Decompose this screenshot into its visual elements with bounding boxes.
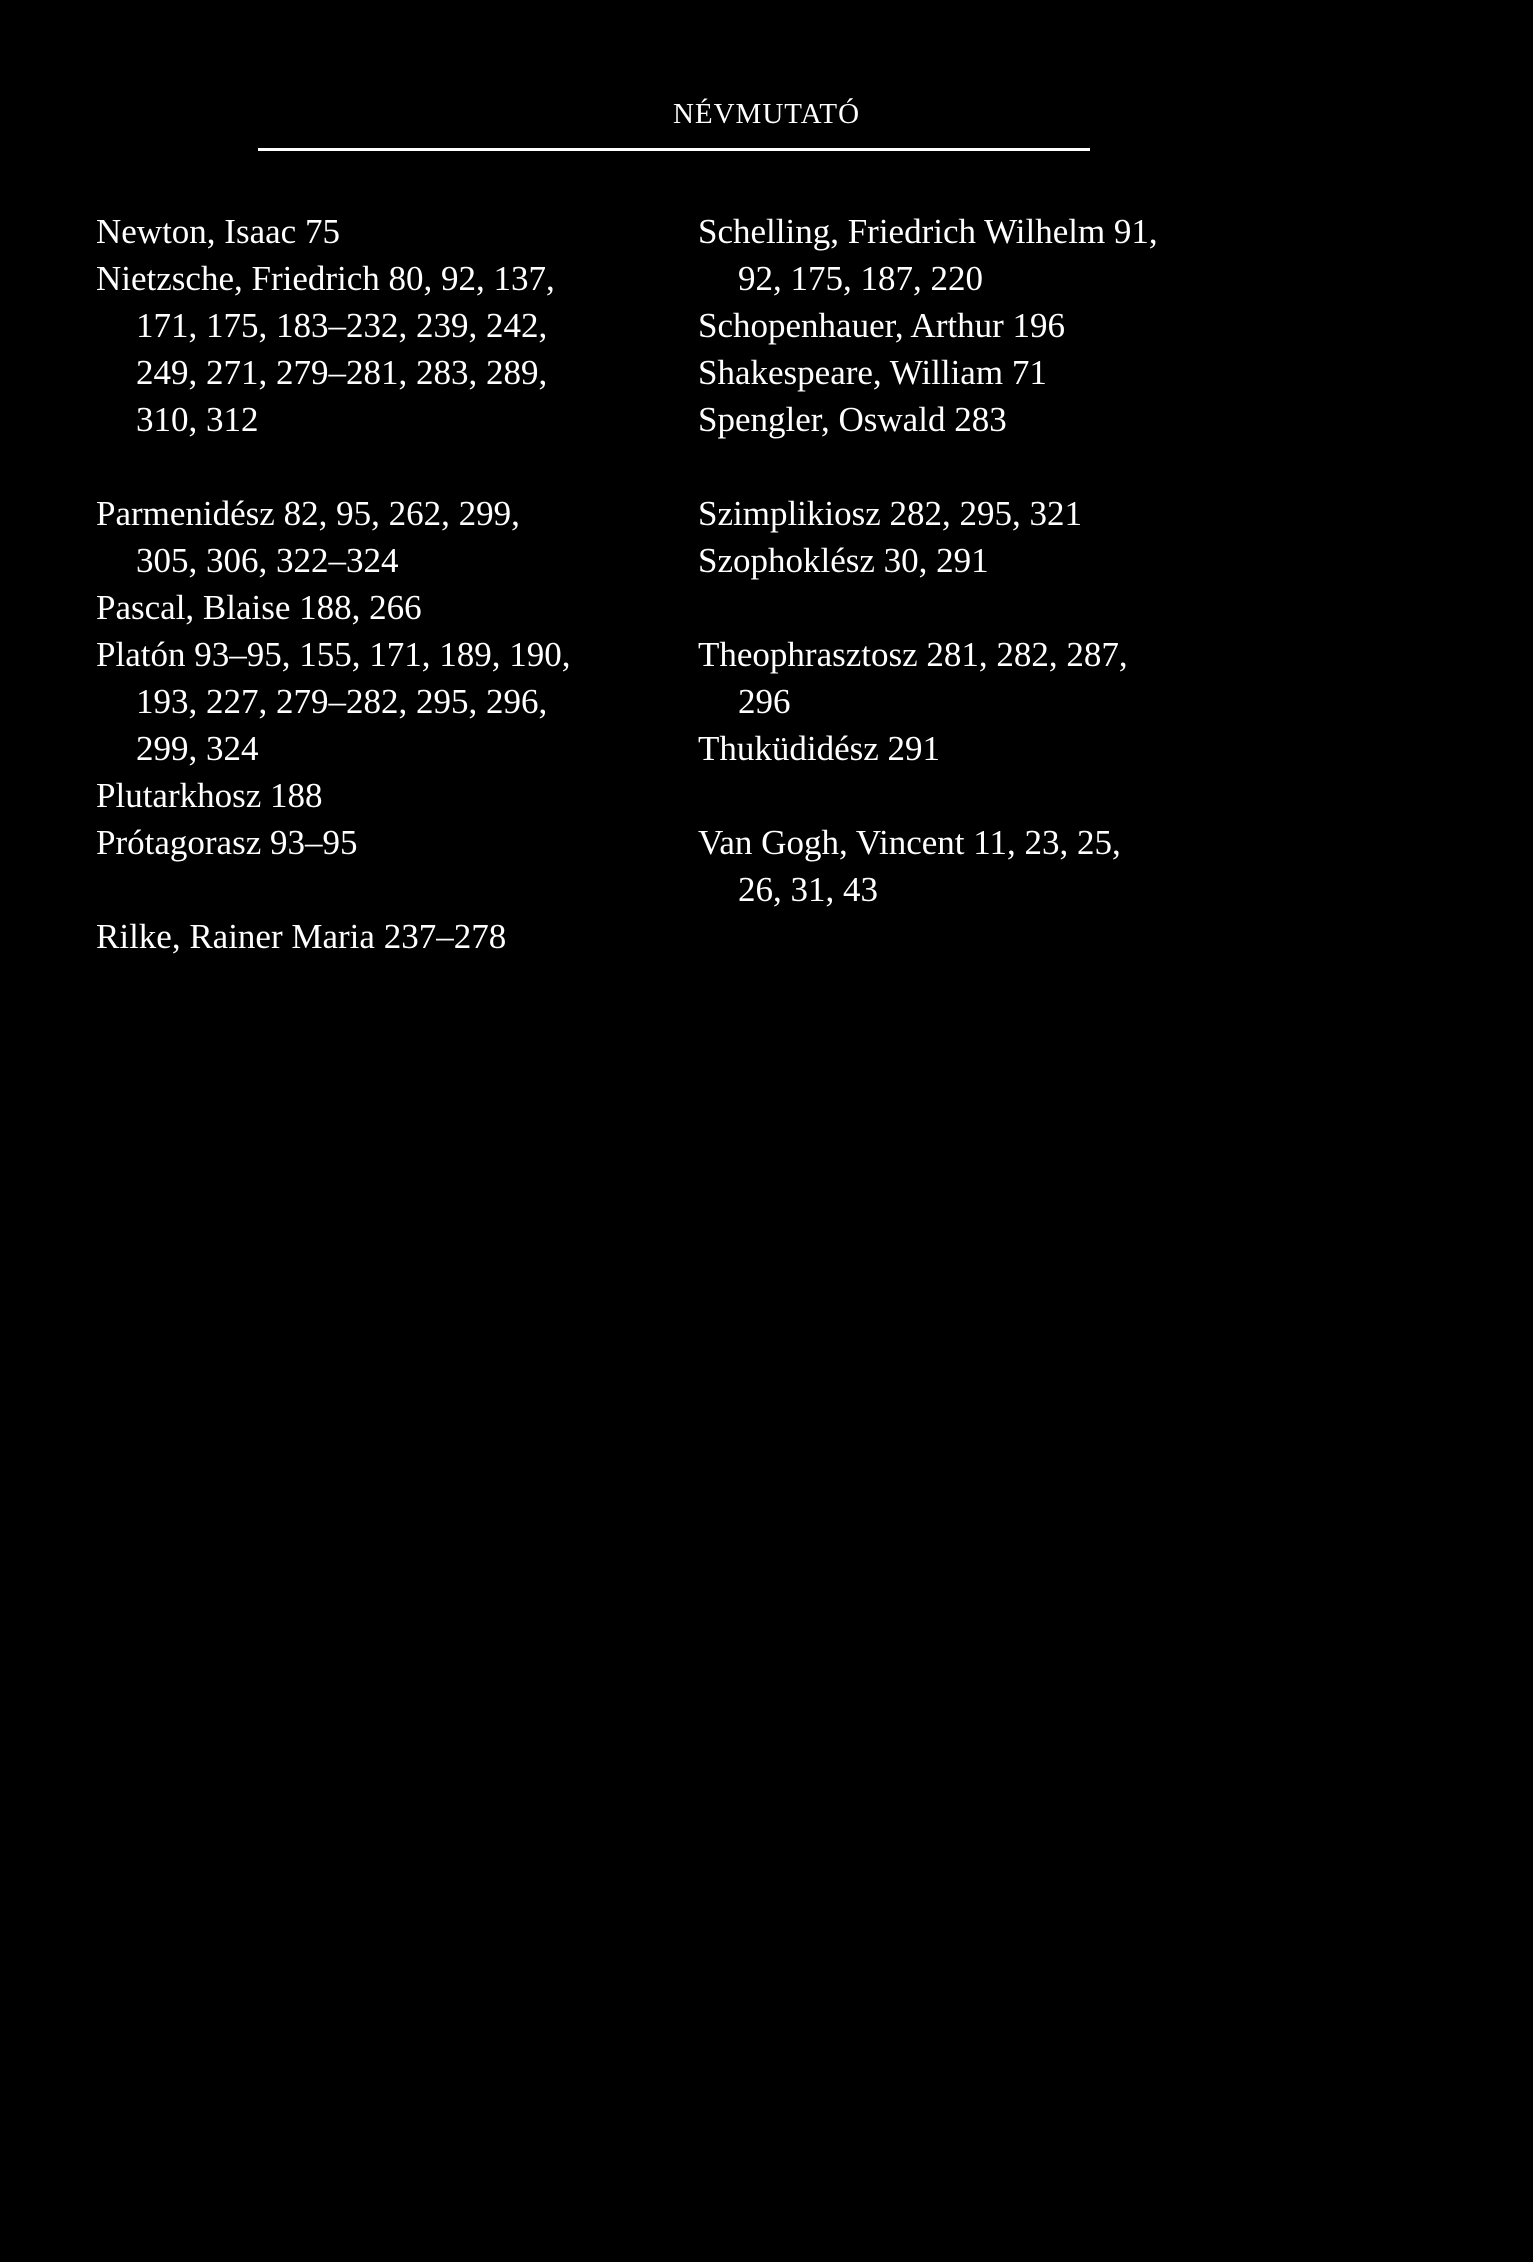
index-entry-line: Prótagorasz 93–95 [96,823,358,862]
index-entry-line: Spengler, Oswald 283 [698,400,1007,439]
index-entry-line: Shakespeare, William 71 [698,353,1047,392]
index-entry [698,349,1338,396]
index-entry [96,255,696,443]
index-entry-line: Plutarkhosz 188 [96,776,323,815]
index-entry-continuation: 310, 312 [136,400,259,439]
index-entry-continuation: 249, 271, 279–281, 283, 289, [136,353,548,392]
index-entry [698,631,1338,725]
index-entry-line: Platón 93–95, 155, 171, 189, 190, [96,635,571,674]
index-entry-continuation: 26, 31, 43 [738,870,878,909]
index-entry [96,913,696,960]
index-entry-line: Szimplikiosz 282, 295, 321 [698,494,1083,533]
index-column-left [96,208,696,960]
index-entry [698,396,1338,443]
index-entry-continuation: 296 [738,682,791,721]
index-entry [96,490,696,584]
group-separator [698,772,1338,819]
index-entry [698,819,1338,913]
index-entry [96,772,696,819]
index-entry [96,208,696,255]
group-separator [96,443,696,490]
index-entry-line: Pascal, Blaise 188, 266 [96,588,422,627]
index-entry-continuation: 299, 324 [136,729,259,768]
index-entry [698,725,1338,772]
index-entry [698,537,1338,584]
index-entry-line: Newton, Isaac 75 [96,212,340,251]
group-separator [698,443,1338,490]
index-entry-line: Theophrasztosz 281, 282, 287, [698,635,1128,674]
index-entry [698,302,1338,349]
index-entry-line: Schopenhauer, Arthur 196 [698,306,1065,345]
group-separator [96,866,696,913]
index-entry-line: Van Gogh, Vincent 11, 23, 25, [698,823,1121,862]
index-entry-continuation: 305, 306, 322–324 [136,541,399,580]
index-entry [698,208,1338,302]
index-entry-line: Rilke, Rainer Maria 237–278 [96,917,507,956]
index-entry-continuation: 92, 175, 187, 220 [738,259,983,298]
index-entry-continuation: 171, 175, 183–232, 239, 242, [136,306,548,345]
header-rule [258,148,1090,151]
index-entry-line: Parmenidész 82, 95, 262, 299, [96,494,520,533]
index-entry [96,631,696,772]
index-entry [96,584,696,631]
index-entry-continuation: 193, 227, 279–282, 295, 296, [136,682,548,721]
index-column-right [698,208,1338,913]
group-separator [698,584,1338,631]
index-entry [698,490,1338,537]
index-entry-line: Thuküdidész 291 [698,729,941,768]
index-entry-line: Szophoklész 30, 291 [698,541,989,580]
index-entry-line: Nietzsche, Friedrich 80, 92, 137, [96,259,555,298]
index-entry-line: Schelling, Friedrich Wilhelm 91, [698,212,1158,251]
page-header: NÉVMUTATÓ [672,98,861,130]
index-entry [96,819,696,866]
